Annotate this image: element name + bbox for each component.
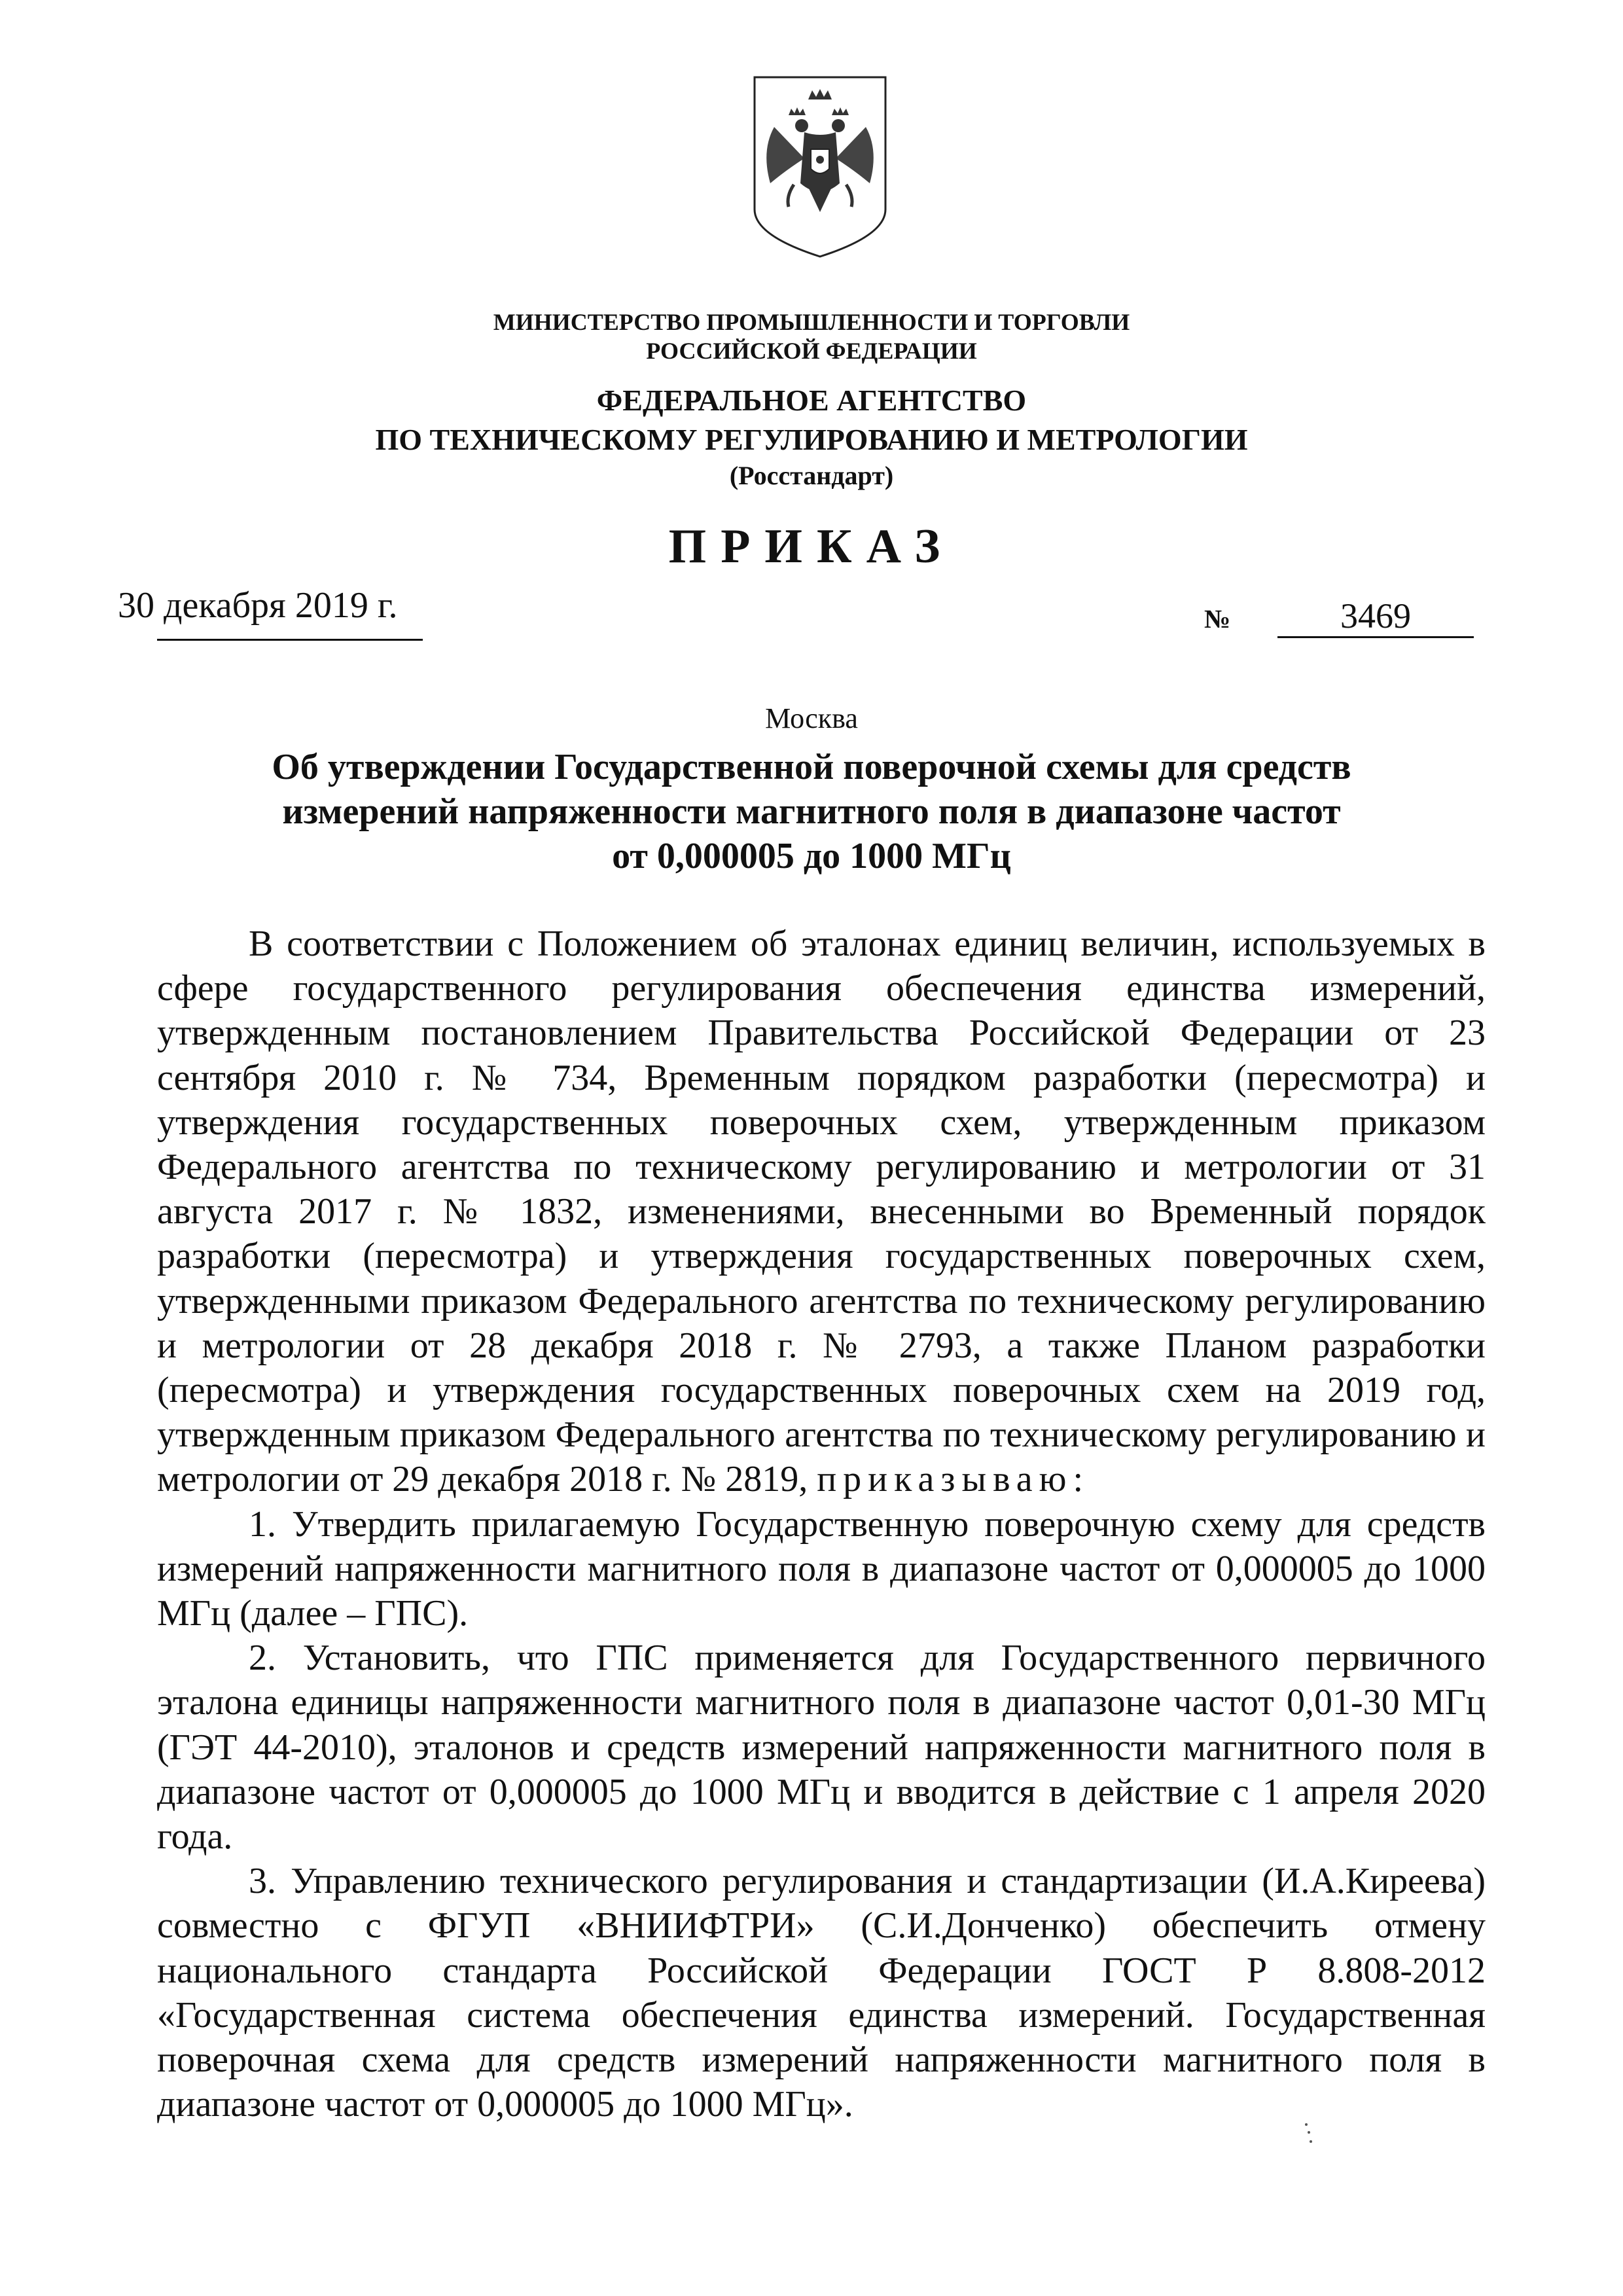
- item-2: 2. Установить, что ГПС применяется для Государственного первичного эталона единицы напряженности магнитного поля в диапазоне частот 0,01-30 МГц (ГЭТ 44-2010), эталонов и средств измерений напряженности магнитного поля в диапазоне частот от 0,000005 до 1000 МГц и вводится в действие с 1 апреля 2020 года.: [157, 1638, 1486, 1857]
- scan-dots: [1302, 2121, 1315, 2147]
- coat-of-arms-icon: [748, 72, 892, 262]
- ministry-line-2: РОССИЙСКОЙ ФЕДЕРАЦИИ: [646, 338, 977, 364]
- order-body: [157, 922, 1486, 2126]
- order-subject: [0, 745, 1623, 878]
- preamble-order-word: приказываю:: [817, 1459, 1090, 1500]
- order-title: ПРИКАЗ: [668, 520, 955, 573]
- date-underline: [157, 639, 423, 641]
- order-number: 3469: [1340, 596, 1411, 636]
- subject-line-3: от 0,000005 до 1000 МГц: [612, 836, 1011, 876]
- ministry-name: [0, 308, 1623, 365]
- order-number-sign: №: [1204, 604, 1231, 634]
- subject-line-2: измерений напряженности магнитного поля в диапазоне частот: [282, 791, 1341, 832]
- agency-line-1: ФЕДЕРАЛЬНОЕ АГЕНТСТВО: [596, 384, 1027, 417]
- item-3: 3. Управлению технического регулирования и стандартизации (И.А.Киреева) совместно с ФГУП «ВНИИФТРИ» (С.И.Донченко) обеспечить отмену национального стандарта Российской Федерации ГОСТ Р 8.808-2012 «Государственная система обеспечения единства измерений. Государственная поверочная схема для средств измерений напряженности магнитного поля в диапазоне частот от 0,000005 до 1000 МГц».: [157, 1861, 1486, 2125]
- order-date: 30 декабря 2019 г.: [118, 585, 398, 626]
- agency-short-name: (Росстандарт): [729, 461, 894, 490]
- subject-line-1: Об утверждении Государственной поверочной схемы для средств: [272, 747, 1351, 787]
- item-1: 1. Утвердить прилагаемую Государственную поверочную схему для средств измерений напряженности магнитного поля в диапазоне частот от 0,000005 до 1000 МГц (далее – ГПС).: [157, 1503, 1486, 1634]
- preamble-text: В соответствии с Положением об эталонах единиц величин, используемых в сфере государственного регулирования обеспечения единства измерений, утвержденным постановлением Правительства Российской Федерации от 23 сентября 2010 г. № 734, Временным порядком разработки (пересмотра) и утверждения государственных поверочных схем, утвержденным приказом Федерального агентства по техническому регулированию и метрологии от 31 августа 2017 г. № 1832, изменениями, внесенными во Временный порядок разработки (пересмотра) и утверждения государственных поверочных схем, утвержденными приказом Федерального агентства по техническому регулированию и метрологии от 28 декабря 2018 г. № 2793, а также Планом разработки (пересмотра) и утверждения государственных поверочных схем на 2019 год, утвержденным приказом Федерального агентства по техническому регулированию и метрологии от 29 декабря 2018 г. № 2819,: [157, 924, 1486, 1500]
- agency-line-2: ПО ТЕХНИЧЕСКОМУ РЕГУЛИРОВАНИЮ И МЕТРОЛОГИИ: [375, 423, 1248, 456]
- number-underline: [1277, 636, 1474, 638]
- preamble-paragraph: [157, 922, 1486, 1502]
- ministry-line-1: МИНИСТЕРСТВО ПРОМЫШЛЕННОСТИ И ТОРГОВЛИ: [493, 309, 1130, 335]
- order-city: Москва: [765, 702, 858, 734]
- agency-name: [0, 381, 1623, 459]
